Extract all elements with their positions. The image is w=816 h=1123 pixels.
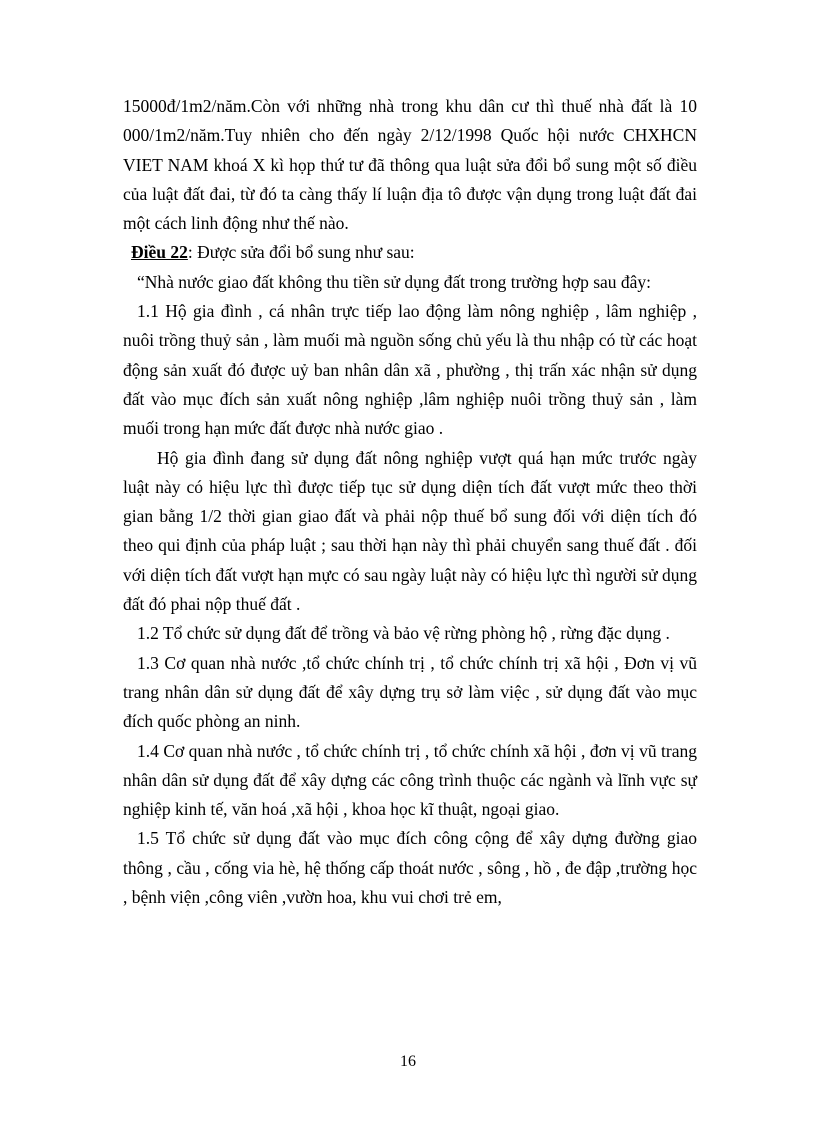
paragraph-item-1-5: 1.5 Tổ chức sử dụng đất vào mục đích công cộng để xây dựng đường giao thông , cầu , cống via hè, hệ thống cấp thoát nước , sông , hồ , đe đập ,trường học , bệnh viện ,công viên ,vườn hoa, khu vui chơi trẻ em, — [123, 828, 697, 908]
paragraph-item-1-1: 1.1 Hộ gia đình , cá nhân trực tiếp lao động làm nông nghiệp , lâm nghiệp , nuôi trồng thuỷ sản , làm muối mà nguồn sống chủ yếu là thu nhập có từ các hoạt động sản xuất đó được uỷ ban nhân dân xã , phường , thị trấn xác nhận sử dụng đất vào mục đích sản xuất nông nghiệp ,lâm nghiệp nuôi trồng thuỷ sản , làm muối trong hạn mức đất được nhà nước giao . — [123, 301, 697, 439]
paragraph-article-22 — [123, 238, 697, 267]
article-heading-text: : Được sửa đổi bổ sung như sau: — [187, 242, 415, 263]
article-heading: Điều 22 — [131, 242, 188, 263]
paragraph-item-1-4: 1.4 Cơ quan nhà nước , tổ chức chính trị , tổ chức chính xã hội , đơn vị vũ trang nhân dân sử dụng đất để xây dựng các công trình thuộc các ngành và lĩnh vực sự nghiệp kinh tế, văn hoá ,xã hội , khoa học kĩ thuật, ngoại giao. — [123, 740, 697, 820]
paragraph-item-1-2: 1.2 Tổ chức sử dụng đất để trồng và bảo vệ rừng phòng hộ , rừng đặc dụng . — [137, 623, 670, 644]
paragraph-quote-start: “Nhà nước giao đất không thu tiền sử dụng đất trong trường hợp sau đây: — [137, 271, 652, 292]
document-body — [123, 92, 697, 912]
page-number: 16 — [400, 1053, 416, 1070]
paragraph-household: Hộ gia đình đang sử dụng đất nông nghiệp vượt quá hạn mức trước ngày luật này có hiệu lực thì được tiếp tục sử dụng diện tích đất vượt mức theo thời gian bằng 1/2 thời gian giao đất và phải nộp thuế bổ sung đối với diện tích đó theo qui định của pháp luật ; sau thời hạn này thì phải chuyển sang thuế đất . đối với diện tích đất vượt hạn mực có sau ngày luật này có hiệu lực thì người sử dụng đất đó phai nộp thuế đất . — [123, 447, 697, 615]
paragraph-item-1-3: 1.3 Cơ quan nhà nước ,tổ chức chính trị , tổ chức chính trị xã hội , Đơn vị vũ trang nhân dân sử dụng đất để xây dựng trụ sở làm việc , sử dụng đất vào mục đích quốc phòng an ninh. — [123, 652, 697, 732]
paragraph-intro: 15000đ/1m2/năm.Còn với những nhà trong khu dân cư thì thuế nhà đất là 10 000/1m2/năm.Tuy nhiên cho đến ngày 2/12/1998 Quốc hội nước CHXHCN VIET NAM khoá X kì họp thứ tư đã thông qua luật sửa đổi bổ sung một số điều của luật đất đai, từ đó ta càng thấy lí luận địa tô được vận dụng trong luật đất đai một cách linh động như thế nào. — [123, 96, 697, 234]
